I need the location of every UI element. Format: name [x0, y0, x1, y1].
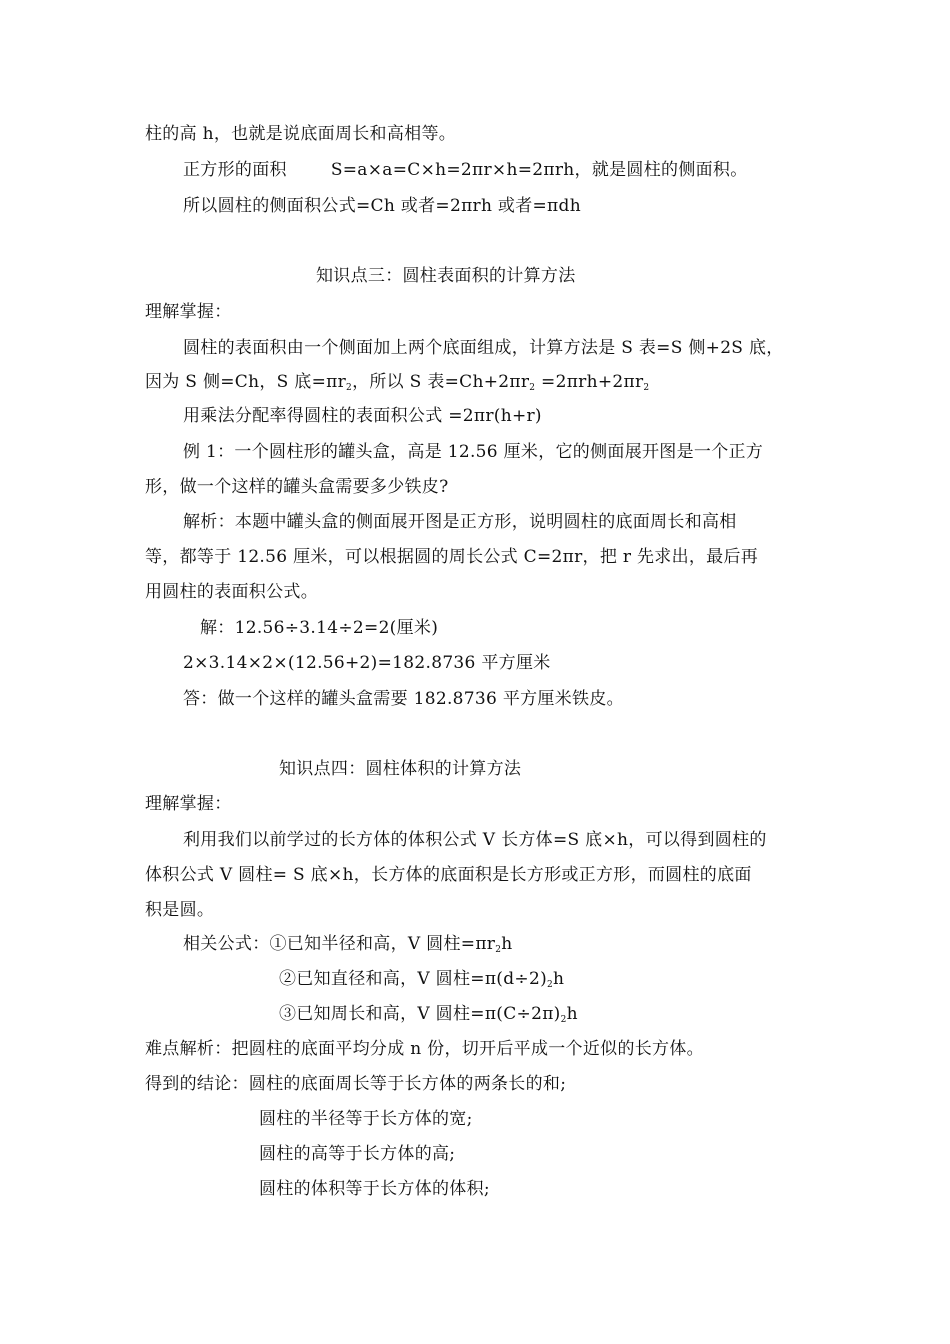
text-line: 所以圆柱的侧面积公式=Ch 或者=2πrh 或者=πdh [183, 196, 581, 216]
text-line: 圆柱的表面积由一个侧面加上两个底面组成，计算方法是 S 表=S 侧+2S 底， [183, 338, 784, 358]
text-line: 柱的高 h，也就是说底面周长和高相等。 [145, 124, 457, 144]
text-line: 解析：本题中罐头盒的侧面展开图是正方形，说明圆柱的底面周长和高相 [183, 512, 737, 532]
text-line: 用圆柱的表面积公式。 [145, 582, 318, 602]
text-line: 积是圆。 [145, 900, 215, 920]
text-line: 理解掌握： [145, 794, 232, 814]
text-line: 圆柱的体积等于长方体的体积; [259, 1179, 490, 1199]
text-line: 形，做一个这样的罐头盒需要多少铁皮? [145, 477, 449, 497]
text-line: 体积公式 V 圆柱= S 底×h，长方体的底面积是长方形或正方形，而圆柱的底面 [145, 865, 752, 885]
formula-line [279, 968, 564, 990]
text-line: 得到的结论：圆柱的底面周长等于长方体的两条长的和; [145, 1074, 567, 1094]
section-title: 知识点三：圆柱表面积的计算方法 [316, 266, 576, 286]
exponent: 2 [529, 383, 536, 393]
text-line: 难点解析：把圆柱的底面平均分成 n 份，切开后平成一个近似的长方体。 [145, 1039, 704, 1059]
text-span: h [566, 1004, 578, 1024]
formula-line [183, 933, 513, 955]
text-span: ③已知周长和高，V 圆柱=π(C÷2π) [279, 1004, 561, 1024]
text-line: 圆柱的高等于长方体的高; [259, 1144, 456, 1164]
text-line: 圆柱的半径等于长方体的宽; [259, 1109, 473, 1129]
text-span: =2πrh+2πr [535, 372, 644, 392]
text-line: 用乘法分配率得圆柱的表面积公式 =2πr(h+r) [183, 406, 542, 426]
text-line: 答：做一个这样的罐头盒需要 182.8736 平方厘米铁皮。 [183, 689, 624, 709]
exponent: 2 [495, 945, 502, 955]
exponent: 2 [547, 980, 554, 990]
text-line: 例 1：一个圆柱形的罐头盒，高是 12.56 厘米，它的侧面展开图是一个正方 [183, 442, 764, 462]
text-span: h [501, 934, 513, 954]
text-span: h [553, 969, 565, 989]
text-span: 正方形的面积 [183, 160, 287, 180]
exponent: 2 [346, 383, 353, 393]
exponent: 2 [560, 1015, 567, 1025]
text-line [183, 159, 748, 181]
text-span: 因为 S 侧=Ch，S 底=πr [145, 372, 347, 392]
text-line: 等，都等于 12.56 厘米，可以根据圆的周长公式 C=2πr，把 r 先求出，最后再 [145, 547, 759, 567]
text-line: 解：12.56÷3.14÷2=2(厘米) [200, 618, 439, 638]
text-line: 利用我们以前学过的长方体的体积公式 V 长方体=S 底×h，可以得到圆柱的 [183, 830, 767, 850]
text-span: ②已知直径和高，V 圆柱=π(d÷2) [279, 969, 548, 989]
text-line [145, 371, 649, 393]
text-line: 2×3.14×2×(12.56+2)=182.8736 平方厘米 [183, 653, 551, 673]
formula-line [279, 1003, 578, 1025]
exponent: 2 [643, 383, 650, 393]
formula-text: S=a×a=C×h=2πr×h=2πrh，就是圆柱的侧面积。 [330, 160, 748, 180]
text-span: 相关公式：①已知半径和高，V 圆柱=πr [183, 934, 496, 954]
section-title: 知识点四：圆柱体积的计算方法 [279, 759, 522, 779]
text-span: ，所以 S 表=Ch+2πr [352, 372, 530, 392]
text-line: 理解掌握： [145, 302, 232, 322]
